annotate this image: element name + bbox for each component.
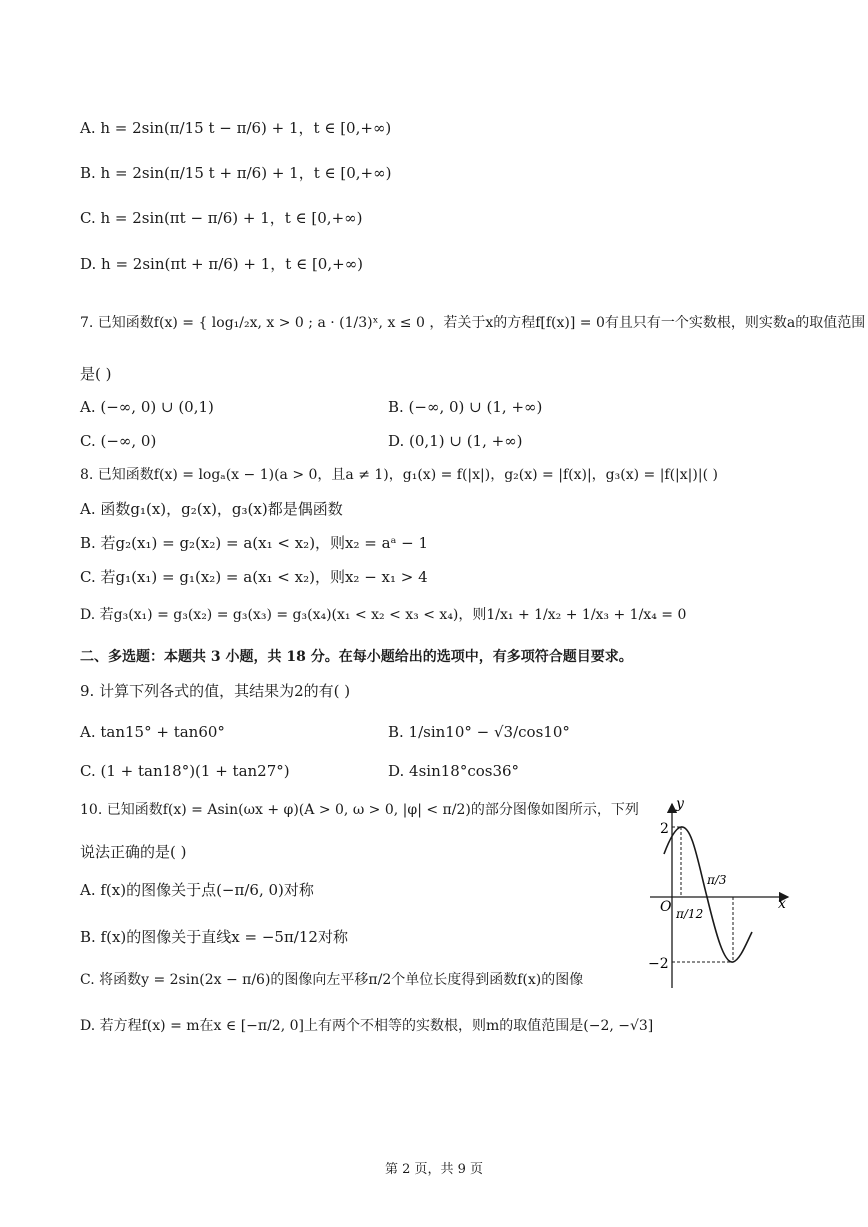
q6-option-b: B. h = 2sin(π/15 t + π/6) + 1，t ∈ [0,+∞) [80, 164, 392, 182]
y-max-label: 2 [660, 821, 669, 837]
q7-option-c: C. (−∞, 0) [80, 432, 157, 450]
y-axis-label: y [676, 796, 684, 812]
q9-option-c: C. (1 + tan18°)(1 + tan27°) [80, 762, 290, 780]
q10-stem: 10. 已知函数f(x) = Asin(ωx + φ)(A > 0, ω > 0, |φ| < π/2)的部分图像如图所示，下列 [80, 802, 639, 818]
q9-stem: 9. 计算下列各式的值，其结果为2的有( ) [80, 682, 351, 700]
q9-option-d: D. 4sin18°cos36° [388, 762, 520, 780]
q10-option-a: A. f(x)的图像关于点(−π/6, 0)对称 [80, 881, 314, 899]
q6-option-c: C. h = 2sin(πt − π/6) + 1，t ∈ [0,+∞) [80, 209, 363, 227]
q8-option-c: C. 若g₁(x₁) = g₁(x₂) = a(x₁ < x₂)，则x₂ − x₁ > 4 [80, 568, 428, 586]
q8-option-b: B. 若g₂(x₁) = g₂(x₂) = a(x₁ < x₂)，则x₂ = aᵃ − 1 [80, 534, 429, 552]
q9-option-a: A. tan15° + tan60° [80, 723, 225, 741]
q8-option-d: D. 若g₃(x₁) = g₃(x₂) = g₃(x₃) = g₃(x₄)(x₁ < x₂ < x₃ < x₄)，则1/x₁ + 1/x₂ + 1/x₃ + 1/x₄ = 0 [80, 607, 687, 623]
sine-curve [664, 827, 752, 962]
section-title: 二、多选题：本题共 3 小题，共 18 分。在每小题给出的选项中，有多项符合题目要求。 [80, 649, 633, 665]
page-footer: 第 2 页，共 9 页 [384, 1162, 484, 1177]
q10-option-c: C. 将函数y = 2sin(2x − π/6)的图像向左平移π/2个单位长度得到函数f(x)的图像 [80, 972, 584, 988]
q7-option-d: D. (0,1) ∪ (1, +∞) [388, 432, 523, 450]
x-tick-pi-12: π/12 [676, 907, 704, 921]
q8-option-a: A. 函数g₁(x)，g₂(x)，g₃(x)都是偶函数 [80, 500, 343, 518]
q10-stem-cont: 说法正确的是( ) [80, 843, 187, 861]
x-tick-pi-3: π/3 [707, 873, 727, 887]
y-min-label: −2 [648, 956, 669, 972]
x-axis-label: x [778, 896, 786, 912]
q10-option-b: B. f(x)的图像关于直线x = −5π/12对称 [80, 928, 348, 946]
q10-option-d: D. 若方程f(x) = m在x ∈ [−π/2, 0]上有两个不相等的实数根，则m的取值范围是(−2, −√3] [80, 1018, 654, 1034]
q6-option-d: D. h = 2sin(πt + π/6) + 1，t ∈ [0,+∞) [80, 255, 364, 273]
q9-option-b: B. 1/sin10° − √3/cos10° [388, 723, 570, 741]
q7-option-a: A. (−∞, 0) ∪ (0,1) [80, 398, 214, 416]
q7-option-b: B. (−∞, 0) ∪ (1, +∞) [388, 398, 543, 416]
q7-stem: 7. 已知函数f(x) = { log₁/₂x, x > 0 ; a · (1/3)ˣ, x ≤ 0 ，若关于x的方程f[f(x)] = 0有且只有一个实数根，则实数a的取值范围 [80, 315, 866, 331]
q8-stem: 8. 已知函数f(x) = logₐ(x − 1)(a > 0，且a ≠ 1)，g₁(x) = f(|x|)，g₂(x) = |f(x)|，g₃(x) = |f(|x|)|( ) [80, 467, 718, 483]
origin-label: O [660, 899, 672, 915]
function-graph [640, 792, 800, 992]
q6-option-a: A. h = 2sin(π/15 t − π/6) + 1，t ∈ [0,+∞) [80, 119, 392, 137]
q7-stem-cont: 是( ) [80, 365, 112, 383]
